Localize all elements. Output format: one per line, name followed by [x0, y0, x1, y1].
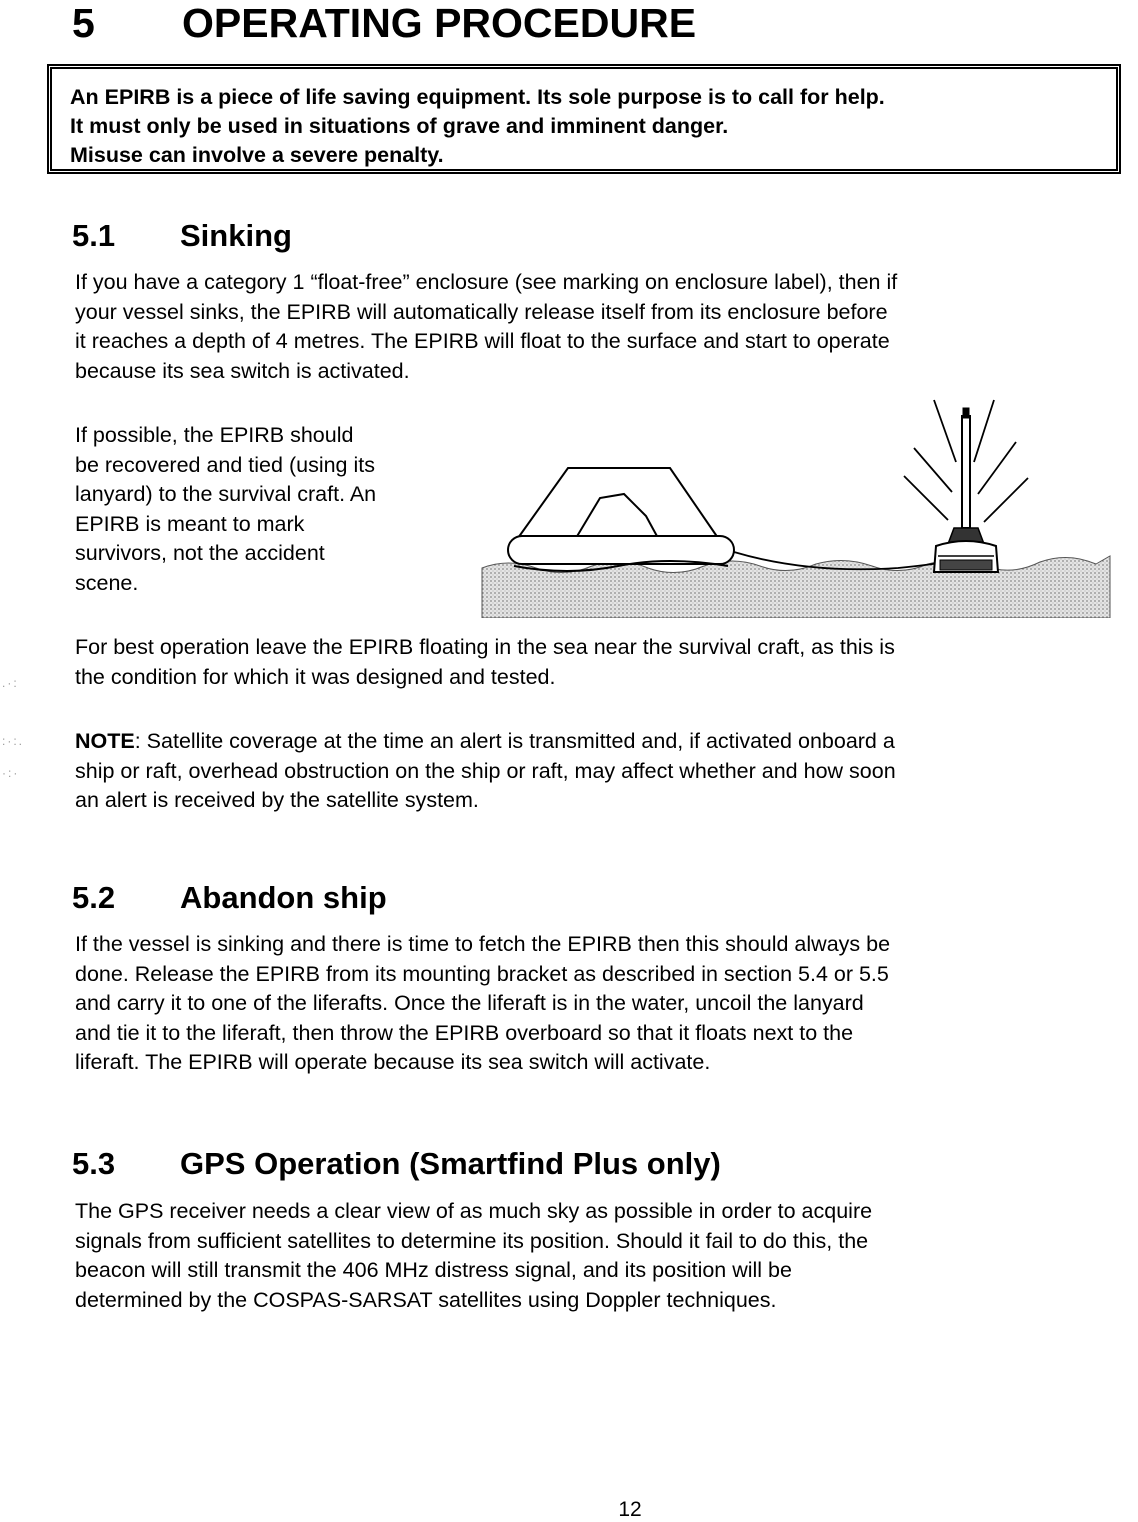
- section-heading-gps-operation: [72, 1146, 721, 1182]
- section-number: 5.2: [72, 880, 116, 915]
- text-line: be recovered and tied (using its: [75, 452, 375, 477]
- liferaft-epirb-illustration: [478, 396, 1118, 618]
- page-title: [72, 0, 696, 46]
- text-line: [75, 727, 896, 757]
- gps-operation-paragraph: [75, 1197, 872, 1315]
- scan-speck: ·:·: [2, 766, 20, 780]
- text-line: beacon will still transmit the 406 MHz distress signal, and its position will be: [75, 1258, 792, 1282]
- sinking-paragraph-2: [75, 421, 376, 598]
- page-number: 12: [618, 1498, 642, 1521]
- chapter-number: 5: [72, 0, 95, 46]
- epirb-beacon: [934, 408, 998, 572]
- text-line: determined by the COSPAS-SARSAT satellites using Doppler techniques.: [75, 1287, 777, 1312]
- sinking-paragraph-3: [75, 633, 895, 692]
- text-line: If possible, the EPIRB should: [75, 423, 354, 447]
- section-number: 5.1: [72, 218, 116, 253]
- warning-box: [47, 64, 1121, 174]
- text-line: the condition for which it was designed and tested.: [75, 664, 556, 689]
- abandon-ship-paragraph: [75, 930, 890, 1078]
- warning-line: It must only be used in situations of grave and imminent danger.: [70, 114, 729, 138]
- text-line: an alert is received by the satellite system.: [75, 788, 479, 812]
- section-heading-abandon-ship: [72, 880, 387, 916]
- text-line: scene.: [75, 570, 139, 595]
- text-line: done. Release the EPIRB from its mounting bracket as described in section 5.4 or 5.5: [75, 961, 889, 986]
- note-paragraph: [75, 727, 896, 816]
- note-text: : Satellite coverage at the time an alert is transmitted and, if activated onboard a: [134, 729, 895, 753]
- section-number: 5.3: [72, 1146, 116, 1181]
- text-line: EPIRB is meant to mark: [75, 511, 305, 536]
- scan-speck: :·:.: [2, 734, 24, 748]
- chapter-title: OPERATING PROCEDURE: [182, 0, 697, 46]
- text-line: it reaches a depth of 4 metres. The EPIRB will float to the surface and start to operate: [75, 329, 890, 353]
- text-line: your vessel sinks, the EPIRB will automatically release itself from its enclosure before: [75, 299, 888, 324]
- text-line: For best operation leave the EPIRB floating in the sea near the survival craft, as this is: [75, 635, 895, 659]
- text-line: ship or raft, overhead obstruction on the ship or raft, may affect whether and how soon: [75, 758, 896, 783]
- note-label: NOTE: [75, 729, 135, 753]
- text-line: survivors, not the accident: [75, 541, 325, 565]
- text-line: signals from sufficient satellites to determine its position. Should it fail to do this, the: [75, 1228, 869, 1253]
- section-heading-sinking: [72, 218, 292, 254]
- text-line: If you have a category 1 “float-free” enclosure (see marking on enclosure label), then if: [75, 270, 898, 294]
- liferaft: [508, 468, 734, 571]
- sinking-paragraph-1: [75, 268, 897, 386]
- text-line: The GPS receiver needs a clear view of as much sky as possible in order to acquire: [75, 1199, 873, 1223]
- text-line: If the vessel is sinking and there is time to fetch the EPIRB then this should always be: [75, 932, 891, 956]
- warning-line: Misuse can involve a severe penalty.: [70, 143, 444, 167]
- text-line: lanyard) to the survival craft. An: [75, 482, 377, 506]
- text-line: because its sea switch is activated.: [75, 358, 410, 383]
- warning-line: An EPIRB is a piece of life saving equipment. Its sole purpose is to call for help.: [70, 85, 885, 109]
- scan-speck: .·:: [2, 676, 19, 690]
- text-line: and carry it to one of the liferafts. Once the liferaft is in the water, uncoil the lanyard: [75, 991, 864, 1015]
- text-line: liferaft. The EPIRB will operate because its sea switch will activate.: [75, 1050, 711, 1074]
- section-title: GPS Operation (Smartfind Plus only): [180, 1146, 721, 1181]
- text-line: and tie it to the liferaft, then throw the EPIRB overboard so that it floats next to the: [75, 1020, 854, 1045]
- section-title: Abandon ship: [180, 880, 387, 915]
- section-title: Sinking: [180, 218, 292, 253]
